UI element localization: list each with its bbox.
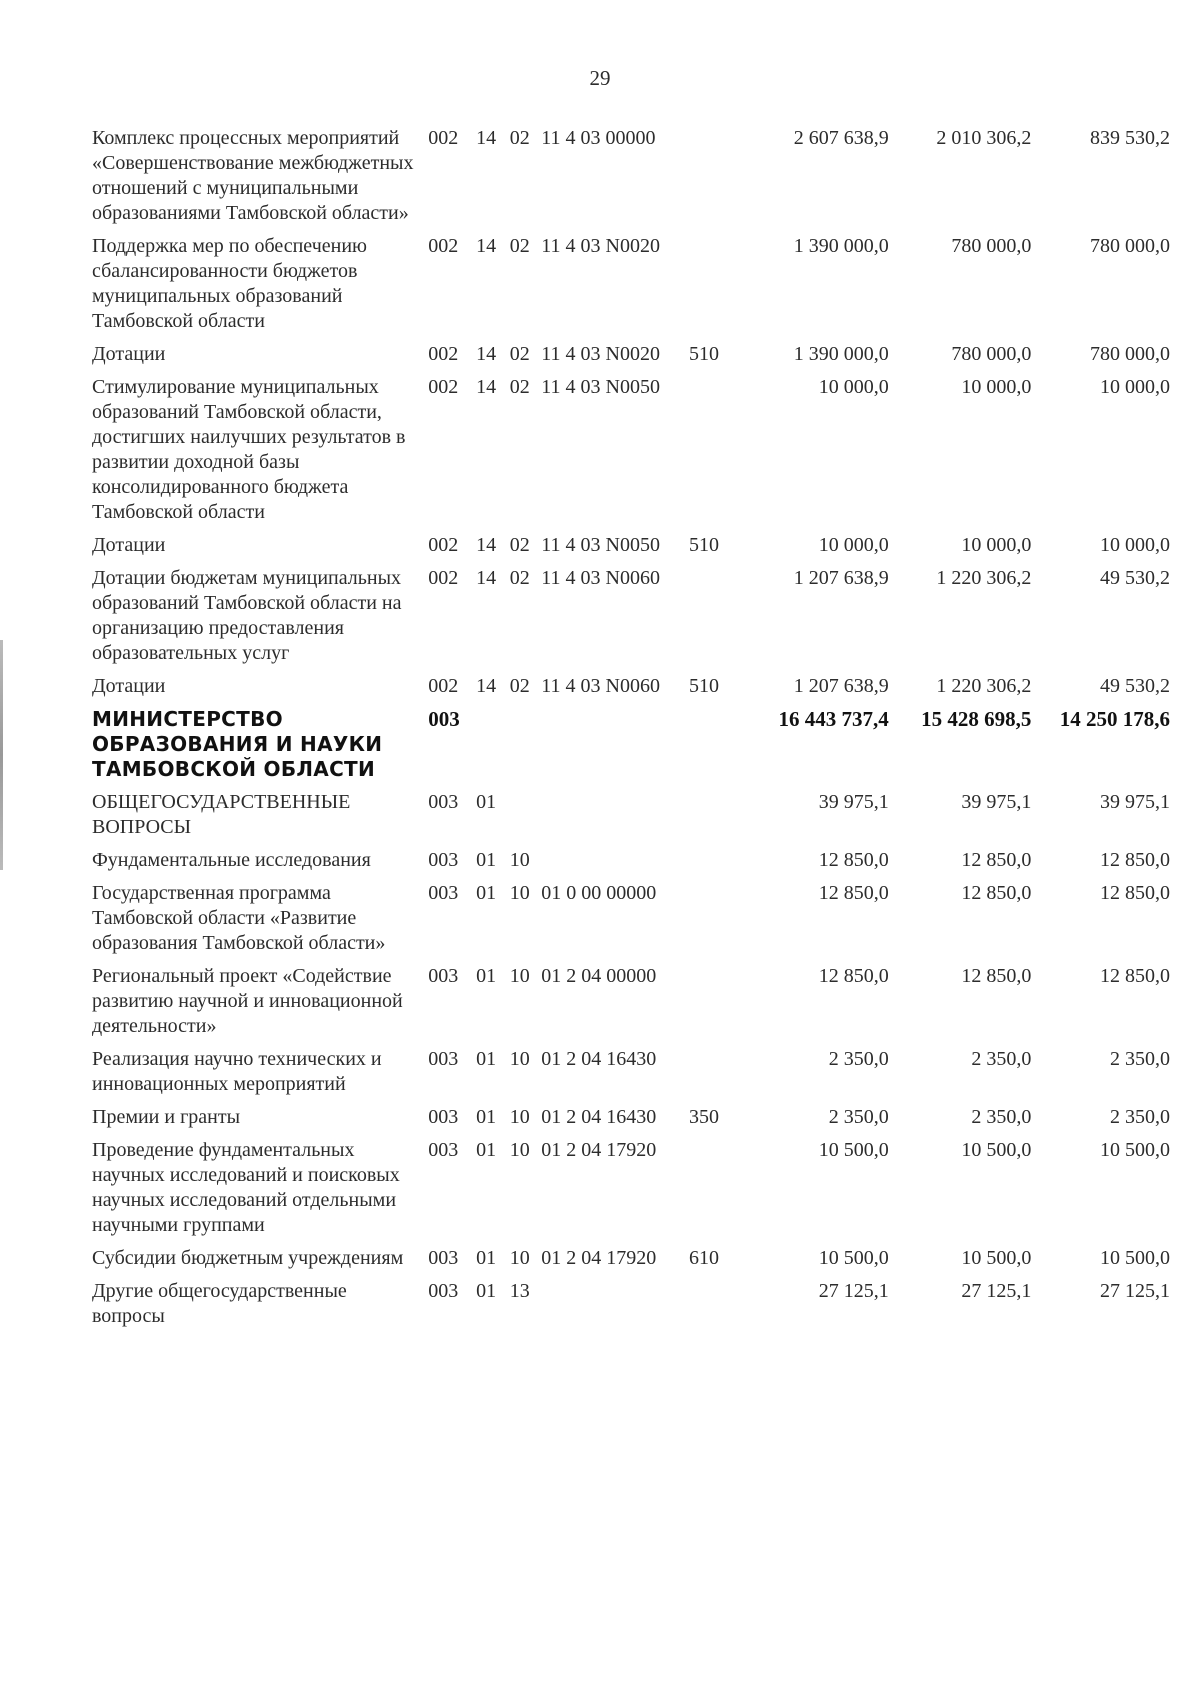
amount-year-2: 10 000,0	[961, 376, 1032, 398]
subsection-code: 10	[509, 882, 530, 904]
amount-year-2: 2 010 306,2	[936, 127, 1032, 149]
target-article-code	[541, 1279, 689, 1337]
table-row	[92, 1047, 1170, 1105]
target-article-code: 01 0 00 00000	[541, 882, 657, 904]
amount-year-1: 10 500,0	[818, 1247, 889, 1269]
table-row	[92, 342, 1170, 375]
amount-year-1: 1 390 000,0	[793, 235, 889, 257]
row-name: МИНИСТЕРСТВО ОБРАЗОВАНИЯ И НАУКИ ТАМБОВСКОЙ ОБЛАСТИ	[92, 707, 383, 781]
amount-year-3: 10 000,0	[1100, 376, 1170, 398]
amount-year-1: 39 975,1	[818, 791, 889, 813]
expense-type-code	[689, 566, 736, 674]
budget-table-body	[92, 126, 1170, 1337]
expense-type-code: 510	[689, 675, 720, 697]
section-code: 14	[476, 127, 497, 149]
amount-year-2: 12 850,0	[961, 849, 1032, 871]
amount-year-1: 10 500,0	[818, 1139, 889, 1161]
section-code: 01	[476, 1106, 497, 1128]
row-name: Проведение фундаментальных научных исследований и поисковых научных исследований отдельными научными группами	[92, 1139, 400, 1236]
section-code: 01	[476, 1280, 497, 1302]
amount-year-3: 14 250 178,6	[1059, 707, 1170, 731]
target-article-code: 01 2 04 17920	[541, 1247, 657, 1269]
subsection-code: 10	[509, 1139, 530, 1161]
target-article-code	[541, 790, 689, 848]
expense-type-code	[689, 848, 736, 881]
amount-year-1: 27 125,1	[818, 1280, 889, 1302]
target-article-code	[541, 707, 689, 790]
row-name: Региональный проект «Содействие развитию научной и инновационной деятельности»	[92, 965, 403, 1037]
amount-year-1: 2 350,0	[828, 1106, 889, 1128]
expense-type-code	[689, 234, 736, 342]
target-article-code: 11 4 03 N0050	[541, 376, 660, 398]
row-name: Дотации	[92, 343, 166, 365]
amount-year-3: 2 350,0	[1110, 1106, 1170, 1128]
admin-code: 003	[428, 1247, 459, 1269]
subsection-code: 13	[509, 1280, 530, 1302]
amount-year-1: 2 350,0	[828, 1048, 889, 1070]
row-name: Дотации бюджетам муниципальных образований Тамбовской области на организацию предоставления образовательных услуг	[92, 567, 402, 664]
amount-year-3: 839 530,2	[1090, 127, 1170, 149]
table-row	[92, 375, 1170, 533]
scan-margin-artifact	[0, 640, 3, 870]
admin-code: 002	[428, 376, 459, 398]
amount-year-1: 12 850,0	[818, 882, 889, 904]
section-code: 14	[476, 343, 497, 365]
table-row	[92, 234, 1170, 342]
section-code	[476, 707, 510, 790]
subsection-code: 02	[509, 376, 530, 398]
admin-code: 002	[428, 127, 459, 149]
amount-year-2: 15 428 698,5	[921, 707, 1032, 731]
expense-type-code	[689, 126, 736, 234]
amount-year-2: 2 350,0	[971, 1048, 1032, 1070]
section-code: 01	[476, 1247, 497, 1269]
admin-code: 003	[428, 791, 459, 813]
admin-code: 002	[428, 534, 459, 556]
target-article-code: 11 4 03 N0020	[541, 235, 660, 257]
expense-type-code: 510	[689, 534, 720, 556]
admin-code: 002	[428, 567, 459, 589]
section-code: 14	[476, 235, 497, 257]
section-code: 14	[476, 534, 497, 556]
target-article-code: 01 2 04 16430	[541, 1048, 657, 1070]
amount-year-3: 12 850,0	[1100, 882, 1170, 904]
section-code: 14	[476, 376, 497, 398]
subsection-code: 10	[509, 1048, 530, 1070]
section-code: 01	[476, 1139, 497, 1161]
table-row	[92, 566, 1170, 674]
admin-code: 003	[428, 707, 460, 731]
row-name: Государственная программа Тамбовской области «Развитие образования Тамбовской области»	[92, 882, 386, 954]
target-article-code: 01 2 04 17920	[541, 1139, 657, 1161]
row-name: Дотации	[92, 675, 166, 697]
row-name: Поддержка мер по обеспечению сбалансированности бюджетов муниципальных образований Тамбовской области	[92, 235, 367, 332]
amount-year-2: 10 000,0	[961, 534, 1032, 556]
target-article-code: 11 4 03 N0060	[541, 567, 660, 589]
amount-year-1: 1 207 638,9	[793, 675, 889, 697]
admin-code: 003	[428, 1280, 459, 1302]
admin-code: 002	[428, 235, 459, 257]
amount-year-2: 12 850,0	[961, 965, 1032, 987]
subsection-code	[510, 790, 542, 848]
expense-type-code	[689, 1138, 736, 1246]
subsection-code: 10	[509, 849, 530, 871]
amount-year-1: 12 850,0	[818, 849, 889, 871]
expense-type-code	[689, 790, 736, 848]
target-article-code: 01 2 04 16430	[541, 1106, 657, 1128]
table-row	[92, 790, 1170, 848]
amount-year-1: 10 000,0	[818, 376, 889, 398]
subsection-code: 10	[509, 965, 530, 987]
subsection-code: 02	[509, 127, 530, 149]
subsection-code: 02	[509, 343, 530, 365]
subsection-code: 10	[509, 1106, 530, 1128]
amount-year-3: 39 975,1	[1100, 791, 1170, 813]
amount-year-1: 2 607 638,9	[793, 127, 889, 149]
amount-year-2: 2 350,0	[971, 1106, 1032, 1128]
section-code: 14	[476, 675, 497, 697]
expense-type-code: 350	[689, 1106, 720, 1128]
table-row	[92, 1279, 1170, 1337]
amount-year-2: 1 220 306,2	[936, 567, 1032, 589]
target-article-code: 01 2 04 00000	[541, 965, 657, 987]
amount-year-2: 12 850,0	[961, 882, 1032, 904]
row-name: Премии и гранты	[92, 1106, 241, 1128]
subsection-code: 02	[509, 567, 530, 589]
admin-code: 003	[428, 965, 459, 987]
section-code: 01	[476, 1048, 497, 1070]
expense-type-code	[689, 1047, 736, 1105]
target-article-code	[541, 848, 689, 881]
subsection-code: 02	[509, 235, 530, 257]
amount-year-3: 12 850,0	[1100, 849, 1170, 871]
admin-code: 003	[428, 1139, 459, 1161]
target-article-code: 11 4 03 00000	[541, 127, 656, 149]
section-code: 01	[476, 965, 497, 987]
admin-code: 003	[428, 1106, 459, 1128]
amount-year-2: 780 000,0	[951, 235, 1032, 257]
amount-year-2: 780 000,0	[951, 343, 1032, 365]
table-row	[92, 126, 1170, 234]
row-name: Стимулирование муниципальных образований Тамбовской области, достигших наилучших результатов в развитии доходной базы консолидированного бюджета Тамбовской области	[92, 376, 406, 523]
table-row	[92, 533, 1170, 566]
expense-type-code	[689, 375, 736, 533]
amount-year-1: 10 000,0	[818, 534, 889, 556]
row-name: Фундаментальные исследования	[92, 849, 371, 871]
amount-year-1: 1 390 000,0	[793, 343, 889, 365]
budget-table	[92, 126, 1170, 1337]
table-row	[92, 848, 1170, 881]
table-row	[92, 707, 1170, 790]
row-name: Комплекс процессных мероприятий «Совершенствование межбюджетных отношений с муниципальными образованиями Тамбовской области»	[92, 127, 414, 224]
amount-year-3: 10 500,0	[1100, 1139, 1170, 1161]
amount-year-3: 12 850,0	[1100, 965, 1170, 987]
admin-code: 003	[428, 882, 459, 904]
subsection-code: 02	[509, 675, 530, 697]
section-code: 01	[476, 791, 497, 813]
subsection-code	[510, 707, 542, 790]
admin-code: 002	[428, 675, 459, 697]
row-name: ОБЩЕГОСУДАРСТВЕННЫЕ ВОПРОСЫ	[92, 791, 351, 838]
table-row	[92, 964, 1170, 1047]
expense-type-code: 610	[689, 1247, 720, 1269]
table-row	[92, 881, 1170, 964]
expense-type-code	[689, 964, 736, 1047]
section-code: 01	[476, 882, 497, 904]
expense-type-code	[689, 1279, 736, 1337]
amount-year-2: 39 975,1	[961, 791, 1032, 813]
row-name: Субсидии бюджетным учреждениям	[92, 1247, 404, 1269]
amount-year-3: 780 000,0	[1090, 235, 1170, 257]
amount-year-2: 1 220 306,2	[936, 675, 1032, 697]
amount-year-2: 10 500,0	[961, 1139, 1032, 1161]
row-name: Дотации	[92, 534, 166, 556]
expense-type-code	[689, 707, 736, 790]
subsection-code: 02	[509, 534, 530, 556]
admin-code: 003	[428, 849, 459, 871]
table-row	[92, 1246, 1170, 1279]
row-name: Другие общегосударственные вопросы	[92, 1280, 347, 1327]
amount-year-3: 10 500,0	[1100, 1247, 1170, 1269]
table-row	[92, 1138, 1170, 1246]
page-number: 29	[589, 66, 611, 90]
amount-year-2: 27 125,1	[961, 1280, 1032, 1302]
table-row	[92, 674, 1170, 707]
table-row	[92, 1105, 1170, 1138]
section-code: 01	[476, 849, 497, 871]
admin-code: 002	[428, 343, 459, 365]
subsection-code: 10	[509, 1247, 530, 1269]
amount-year-1: 1 207 638,9	[793, 567, 889, 589]
amount-year-3: 49 530,2	[1100, 675, 1170, 697]
target-article-code: 11 4 03 N0020	[541, 343, 660, 365]
amount-year-1: 12 850,0	[818, 965, 889, 987]
amount-year-3: 49 530,2	[1100, 567, 1170, 589]
target-article-code: 11 4 03 N0050	[541, 534, 660, 556]
expense-type-code: 510	[689, 343, 720, 365]
amount-year-3: 10 000,0	[1100, 534, 1170, 556]
amount-year-3: 780 000,0	[1090, 343, 1170, 365]
section-code: 14	[476, 567, 497, 589]
target-article-code: 11 4 03 N0060	[541, 675, 660, 697]
expense-type-code	[689, 881, 736, 964]
admin-code: 003	[428, 1048, 459, 1070]
amount-year-1: 16 443 737,4	[778, 707, 889, 731]
amount-year-3: 2 350,0	[1110, 1048, 1170, 1070]
amount-year-2: 10 500,0	[961, 1247, 1032, 1269]
amount-year-3: 27 125,1	[1100, 1280, 1170, 1302]
row-name: Реализация научно технических и инновационных мероприятий	[92, 1048, 382, 1095]
